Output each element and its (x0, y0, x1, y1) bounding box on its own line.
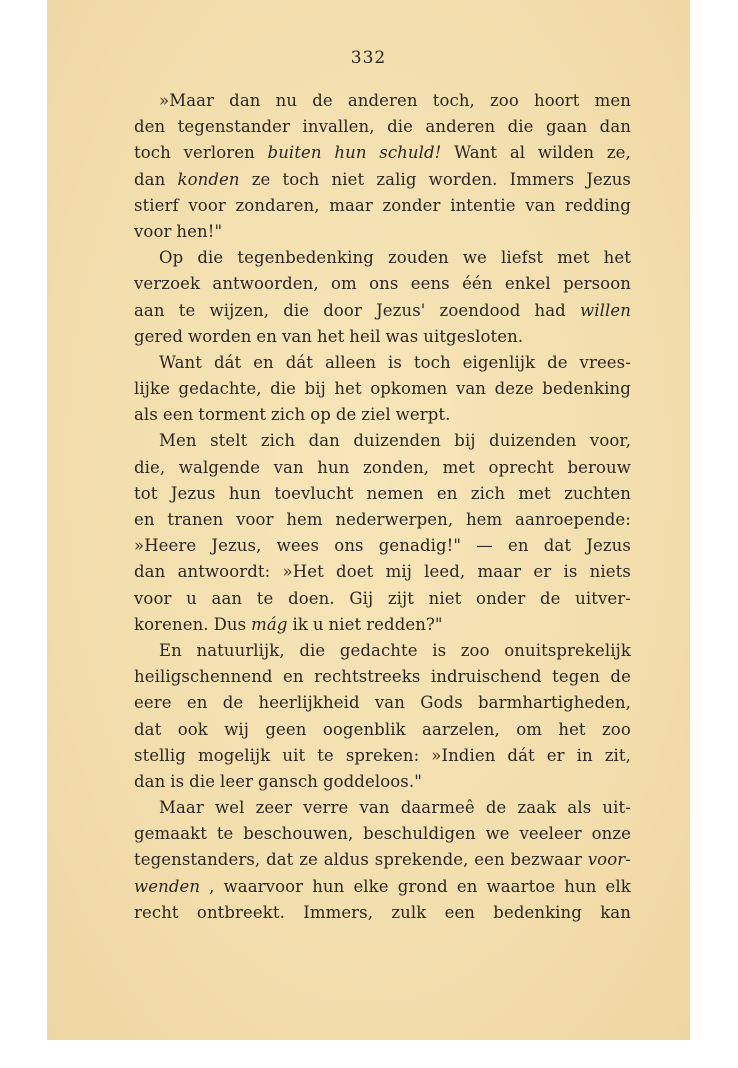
text-line: tot Jezus hun toevlucht nemen en zich met zuchten (134, 483, 631, 503)
text-line: Want dát en dát alleen is toch eigenlijk de vrees- (159, 352, 631, 372)
text-line: lijke gedachte, die bij het opkomen van deze bedenking (134, 379, 631, 399)
text-line: die, walgende van hun zonden, met oprecht berouw (134, 457, 631, 477)
text-line: »Maar dan nu de anderen toch, zoo hoort men (159, 91, 631, 110)
text-line: gered worden en van het heil was uitgesloten. (134, 326, 524, 346)
text-line: verzoek antwoorden, om ons eens één enkel persoon (134, 274, 631, 294)
text-line: eere en de heerlijkheid van Gods barmhartigheden, (134, 693, 631, 713)
text-line: korenen. Dus mág ik u niet redden?" (134, 614, 443, 634)
text-line: En natuurlijk, die gedachte is zoo onuitsprekelijk (159, 640, 631, 660)
text-line: dan konden ze toch niet zalig worden. Immers Jezus (134, 169, 631, 189)
text-line: gemaakt te beschouwen, beschuldigen we veeleer onze (134, 824, 631, 844)
text-line: dan antwoordt: »Het doet mij leed, maar er is niets (134, 562, 631, 582)
text-line: voor hen!" (134, 221, 223, 241)
text-line: heiligschennend en rechtstreeks indruischend tegen de (134, 667, 631, 687)
text-line: wenden , waarvoor hun elke grond en waartoe hun elk (134, 876, 631, 896)
page-number: 332 (350, 48, 387, 68)
text-line: als een torment zich op de ziel werpt. (134, 405, 451, 425)
text-line: en tranen voor hem nederwerpen, hem aanroepende: (134, 510, 631, 529)
text-line: tegenstanders, dat ze aldus sprekende, een bezwaar voor- (134, 850, 631, 870)
text-line: dan is die leer gansch goddeloos." (134, 771, 422, 791)
text-line: toch verloren buiten hun schuld! Want al wilden ze, (134, 143, 631, 163)
text-line: Maar wel zeer verre van daarmeê de zaak als uit- (159, 798, 631, 818)
text-line: »Heere Jezus, wees ons genadig!" — en dat Jezus (134, 536, 631, 556)
text-line: Men stelt zich dan duizenden bij duizenden voor, (159, 431, 631, 451)
text-line: den tegenstander invallen, die anderen die gaan dan (134, 117, 631, 137)
book-page (47, 0, 690, 1040)
text-line: stellig mogelijk uit te spreken: »Indien dát er in zit, (134, 745, 631, 765)
text-line: aan te wijzen, die door Jezus' zoendood had willen (134, 300, 631, 320)
text-line: voor u aan te doen. Gij zijt niet onder de uitver- (134, 588, 631, 608)
text-line: Op die tegenbedenking zouden we liefst met het (159, 248, 631, 268)
body-text (134, 88, 631, 926)
text-line: recht ontbreekt. Immers, zulk een bedenking kan (134, 902, 631, 922)
text-line: dat ook wij geen oogenblik aarzelen, om het zoo (134, 719, 631, 739)
text-line: stierf voor zondaren, maar zonder intentie van redding (134, 195, 631, 215)
